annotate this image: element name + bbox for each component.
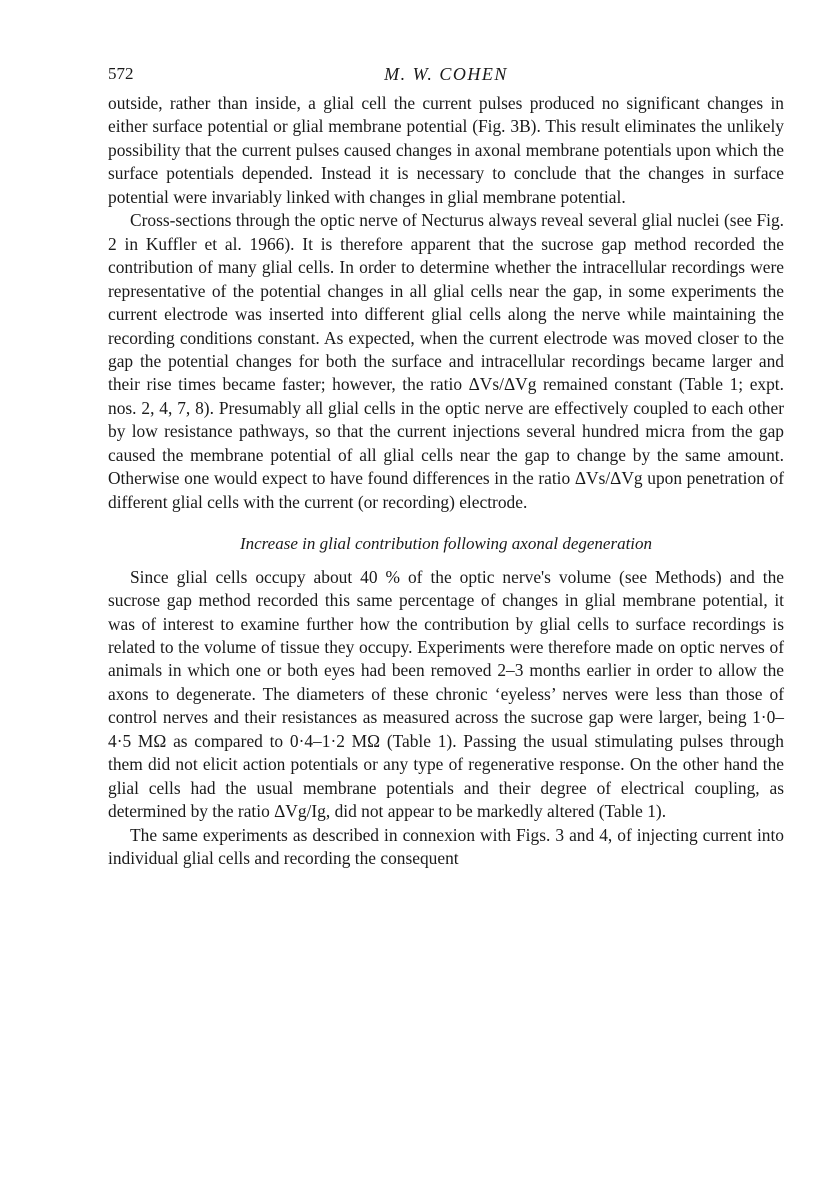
section-heading: Increase in glial contribution following axonal degeneration	[239, 534, 653, 554]
paragraph-glial-volume: Since glial cells occupy about 40 % of the optic nerve's volume (see Methods) and the sucrose gap method recorded this same percentage of changes in glial membrane potential, it was of interest to examine further how the contribution by glial cells to surface recordings is related to the volume of tissue they occupy. Experiments were therefore made on optic nerves of animals in which one or both eyes had been removed 2–3 months earlier in order to allow the axons to degenerate. The diameters of these chronic ‘eyeless’ nerves were less than those of control nerves and their resistances as measured across the sucrose gap were larger, being 1·0–4·5 MΩ as compared to 0·4–1·2 MΩ (Table 1). Passing the usual stimulating pulses through them did not elicit action potentials or any type of regenerative response. On the other hand the glial cells had the usual membrane potentials and their degree of electrical coupling, as determined by the ratio ΔVg/Ig, did not appear to be markedly altered (Table 1).	[108, 566, 784, 822]
paragraph-cross-sections: Cross-sections through the optic nerve of Necturus always reveal several glial nuclei (see Fig. 2 in Kuffler et al. 1966). It is therefore apparent that the sucrose gap method recorded the contribution of many glial cells. In order to determine whether the intracellular recordings were representative of the potential changes in all glial cells near the gap, in some experiments the current electrode was inserted into different glial cells along the nerve while maintaining the recording conditions constant. As expected, when the current electrode was moved closer to the gap the potential changes for both the surface and intracellular recordings became larger and their rise times became faster; however, the ratio ΔVs/ΔVg remained constant (Table 1; expt. nos. 2, 4, 7, 8). Presumably all glial cells in the optic nerve are effectively coupled to each other by low resistance pathways, so that the current injections several hundred micra from the gap caused the membrane potential of all glial cells near the gap to change by the same amount. Otherwise one would expect to have found differences in the ratio ΔVs/ΔVg upon penetration of different glial cells with the current (or recording) electrode.	[108, 210, 784, 512]
running-head: M. W. COHEN	[384, 64, 508, 84]
paragraph-same-experiments: The same experiments as described in connexion with Figs. 3 and 4, of injecting current into individual glial cells and recording the consequent	[108, 824, 784, 869]
paragraph-continuation: outside, rather than inside, a glial cell the current pulses produced no significant changes in either surface potential or glial membrane potential (Fig. 3B). This result eliminates the unlikely possibility that the current pulses caused changes in axonal membrane potentials upon which the surface potentials depended. Instead it is necessary to conclude that the changes in surface potential were invariably linked with changes in glial membrane potential.	[108, 93, 784, 207]
article-body	[108, 92, 784, 871]
page-header	[108, 64, 784, 90]
page-number: 572	[108, 64, 134, 83]
